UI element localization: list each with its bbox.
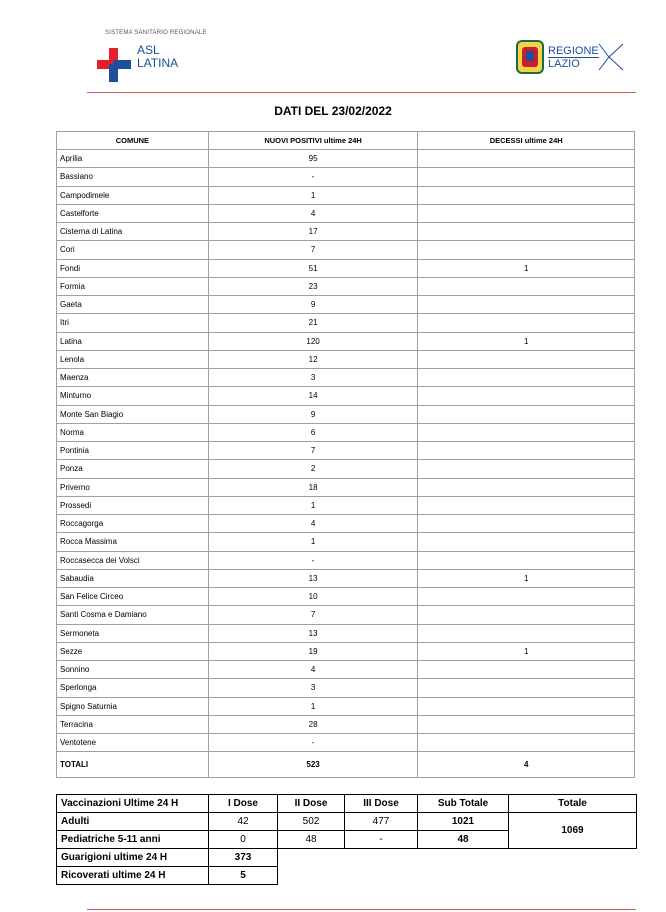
positivi-cell: 18 (208, 478, 418, 496)
ricoverati-row (57, 867, 637, 885)
asl-latina-logo (97, 30, 207, 84)
table-row (57, 259, 635, 277)
decessi-cell (418, 405, 635, 423)
table-row (57, 369, 635, 387)
comune-cell: Campodimele (57, 186, 209, 204)
regione-seal-icon (516, 40, 544, 74)
comune-cell: Sonnino (57, 661, 209, 679)
vax-adulti-subtotal: 1021 (418, 813, 509, 831)
asl-name-line1: ASL (137, 43, 160, 57)
table-row (57, 204, 635, 222)
vax-header-row (57, 795, 637, 813)
decessi-cell: 1 (418, 642, 635, 660)
decessi-cell (418, 478, 635, 496)
guarigioni-row (57, 849, 637, 867)
decessi-cell (418, 314, 635, 332)
table-header-row (57, 132, 635, 150)
asl-small-caption: SISTEMA SANITARIO REGIONALE (105, 30, 207, 36)
vax-header-total: Totale (509, 795, 637, 813)
cases-table (56, 131, 635, 778)
table-row (57, 515, 635, 533)
vax-pediatriche-dose3: - (345, 831, 418, 849)
table-row (57, 241, 635, 259)
col-header-comune: COMUNE (57, 132, 209, 150)
positivi-cell: 1 (208, 533, 418, 551)
vax-pediatriche-dose1: 0 (209, 831, 278, 849)
positivi-cell: - (208, 168, 418, 186)
asl-name-line2: LATINA (137, 56, 179, 70)
decessi-cell (418, 350, 635, 368)
comune-cell: Cisterna di Latina (57, 223, 209, 241)
comune-cell: Priverno (57, 478, 209, 496)
table-row (57, 277, 635, 295)
decessi-cell (418, 661, 635, 679)
comune-cell: Sezze (57, 642, 209, 660)
comune-cell: Rocca Massima (57, 533, 209, 551)
decessi-cell (418, 241, 635, 259)
positivi-cell: 13 (208, 569, 418, 587)
table-row (57, 697, 635, 715)
decessi-cell: 1 (418, 332, 635, 350)
positivi-cell: 1 (208, 697, 418, 715)
decessi-cell (418, 551, 635, 569)
decessi-cell (418, 168, 635, 186)
positivi-cell: 7 (208, 606, 418, 624)
table-row (57, 460, 635, 478)
positivi-cell: 28 (208, 715, 418, 733)
table-row (57, 314, 635, 332)
regione-line1: REGIONE (548, 44, 599, 57)
decessi-cell (418, 387, 635, 405)
decessi-cell (418, 204, 635, 222)
comune-cell: Latina (57, 332, 209, 350)
guarigioni-label: Guarigioni ultime 24 H (57, 849, 209, 867)
table-row (57, 624, 635, 642)
totals-positivi: 523 (208, 752, 418, 778)
decessi-cell (418, 186, 635, 204)
positivi-cell: 13 (208, 624, 418, 642)
decessi-cell (418, 277, 635, 295)
positivi-cell: 4 (208, 204, 418, 222)
ricoverati-label: Ricoverati ultime 24 H (57, 867, 209, 885)
comune-cell: Lenola (57, 350, 209, 368)
table-row (57, 551, 635, 569)
comune-cell: Gaeta (57, 296, 209, 314)
vax-total-value: 1069 (509, 813, 637, 849)
comune-cell: Roccagorga (57, 515, 209, 533)
table-row (57, 350, 635, 368)
decessi-cell (418, 606, 635, 624)
comune-cell: Formia (57, 277, 209, 295)
col-header-decessi: DECESSI ultime 24H (418, 132, 635, 150)
table-row (57, 296, 635, 314)
table-row (57, 642, 635, 660)
table-row (57, 150, 635, 168)
table-row (57, 533, 635, 551)
positivi-cell: 7 (208, 442, 418, 460)
table-row (57, 478, 635, 496)
regione-chevron-icon (595, 40, 625, 74)
medical-cross-icon (97, 48, 131, 84)
table-row (57, 332, 635, 350)
positivi-cell: 17 (208, 223, 418, 241)
positivi-cell: 9 (208, 405, 418, 423)
table-row (57, 588, 635, 606)
positivi-cell: 120 (208, 332, 418, 350)
comune-cell: Pontinia (57, 442, 209, 460)
comune-cell: Minturno (57, 387, 209, 405)
decessi-cell (418, 734, 635, 752)
table-row (57, 423, 635, 441)
footer-divider (87, 909, 636, 910)
comune-cell: Roccasecca dei Volsci (57, 551, 209, 569)
vax-adulti-dose2: 502 (278, 813, 345, 831)
positivi-cell: 1 (208, 186, 418, 204)
decessi-cell (418, 442, 635, 460)
decessi-cell (418, 223, 635, 241)
totals-row (57, 752, 635, 778)
comune-cell: Bassiano (57, 168, 209, 186)
positivi-cell: 3 (208, 369, 418, 387)
page-title: DATI DEL 23/02/2022 (274, 104, 392, 118)
comune-cell: Castelforte (57, 204, 209, 222)
comune-cell: Sperlonga (57, 679, 209, 697)
positivi-cell: 14 (208, 387, 418, 405)
comune-cell: Maenza (57, 369, 209, 387)
comune-cell: Ventotene (57, 734, 209, 752)
vax-row-adulti (57, 813, 637, 831)
positivi-cell: 1 (208, 496, 418, 514)
comune-cell: San Felice Circeo (57, 588, 209, 606)
positivi-cell: 19 (208, 642, 418, 660)
decessi-cell (418, 624, 635, 642)
positivi-cell: 23 (208, 277, 418, 295)
decessi-cell (418, 679, 635, 697)
positivi-cell: 2 (208, 460, 418, 478)
ricoverati-value: 5 (209, 867, 278, 885)
vax-adulti-dose3: 477 (345, 813, 418, 831)
table-row (57, 168, 635, 186)
regione-line2: LAZIO (548, 57, 580, 70)
decessi-cell (418, 496, 635, 514)
positivi-cell: - (208, 551, 418, 569)
comune-cell: Cori (57, 241, 209, 259)
vax-header-subtotal: Sub Totale (418, 795, 509, 813)
decessi-cell (418, 588, 635, 606)
decessi-cell (418, 697, 635, 715)
positivi-cell: 12 (208, 350, 418, 368)
comune-cell: Fondi (57, 259, 209, 277)
positivi-cell: 3 (208, 679, 418, 697)
comune-cell: Ponza (57, 460, 209, 478)
comune-cell: Norma (57, 423, 209, 441)
decessi-cell (418, 515, 635, 533)
decessi-cell: 1 (418, 569, 635, 587)
decessi-cell (418, 296, 635, 314)
table-row (57, 734, 635, 752)
table-row (57, 661, 635, 679)
positivi-cell: 4 (208, 661, 418, 679)
decessi-cell (418, 369, 635, 387)
guarigioni-value: 373 (209, 849, 278, 867)
table-row (57, 715, 635, 733)
decessi-cell (418, 715, 635, 733)
positivi-cell: 4 (208, 515, 418, 533)
table-row (57, 442, 635, 460)
comune-cell: Itri (57, 314, 209, 332)
positivi-cell: 21 (208, 314, 418, 332)
comune-cell: Terracina (57, 715, 209, 733)
table-row (57, 223, 635, 241)
vax-adulti-label: Adulti (57, 813, 209, 831)
positivi-cell: 7 (208, 241, 418, 259)
totals-label: TOTALI (57, 752, 209, 778)
decessi-cell: 1 (418, 259, 635, 277)
table-row (57, 405, 635, 423)
vax-adulti-dose1: 42 (209, 813, 278, 831)
positivi-cell: 10 (208, 588, 418, 606)
comune-cell: Prossedi (57, 496, 209, 514)
header-divider (87, 92, 636, 93)
table-row (57, 569, 635, 587)
vax-pediatriche-dose2: 48 (278, 831, 345, 849)
comune-cell: Santi Cosma e Damiano (57, 606, 209, 624)
decessi-cell (418, 423, 635, 441)
positivi-cell: 9 (208, 296, 418, 314)
vax-pediatriche-label: Pediatriche 5-11 anni (57, 831, 209, 849)
comune-cell: Aprilia (57, 150, 209, 168)
comune-cell: Spigno Saturnia (57, 697, 209, 715)
positivi-cell: 95 (208, 150, 418, 168)
positivi-cell: 51 (208, 259, 418, 277)
decessi-cell (418, 150, 635, 168)
vaccination-table (56, 794, 637, 885)
positivi-cell: 6 (208, 423, 418, 441)
table-row (57, 387, 635, 405)
positivi-cell: - (208, 734, 418, 752)
table-row (57, 606, 635, 624)
totals-decessi: 4 (418, 752, 635, 778)
vax-header-dose2: II Dose (278, 795, 345, 813)
decessi-cell (418, 460, 635, 478)
comune-cell: Sabaudia (57, 569, 209, 587)
vax-header-label: Vaccinazioni Ultime 24 H (57, 795, 209, 813)
col-header-positivi: NUOVI POSITIVI ultime 24H (208, 132, 418, 150)
vax-pediatriche-subtotal: 48 (418, 831, 509, 849)
page-header (0, 0, 666, 92)
table-row (57, 679, 635, 697)
comune-cell: Monte San Biagio (57, 405, 209, 423)
decessi-cell (418, 533, 635, 551)
table-row (57, 496, 635, 514)
table-row (57, 186, 635, 204)
vax-header-dose1: I Dose (209, 795, 278, 813)
regione-lazio-logo (516, 40, 625, 74)
comune-cell: Sermoneta (57, 624, 209, 642)
vax-header-dose3: III Dose (345, 795, 418, 813)
